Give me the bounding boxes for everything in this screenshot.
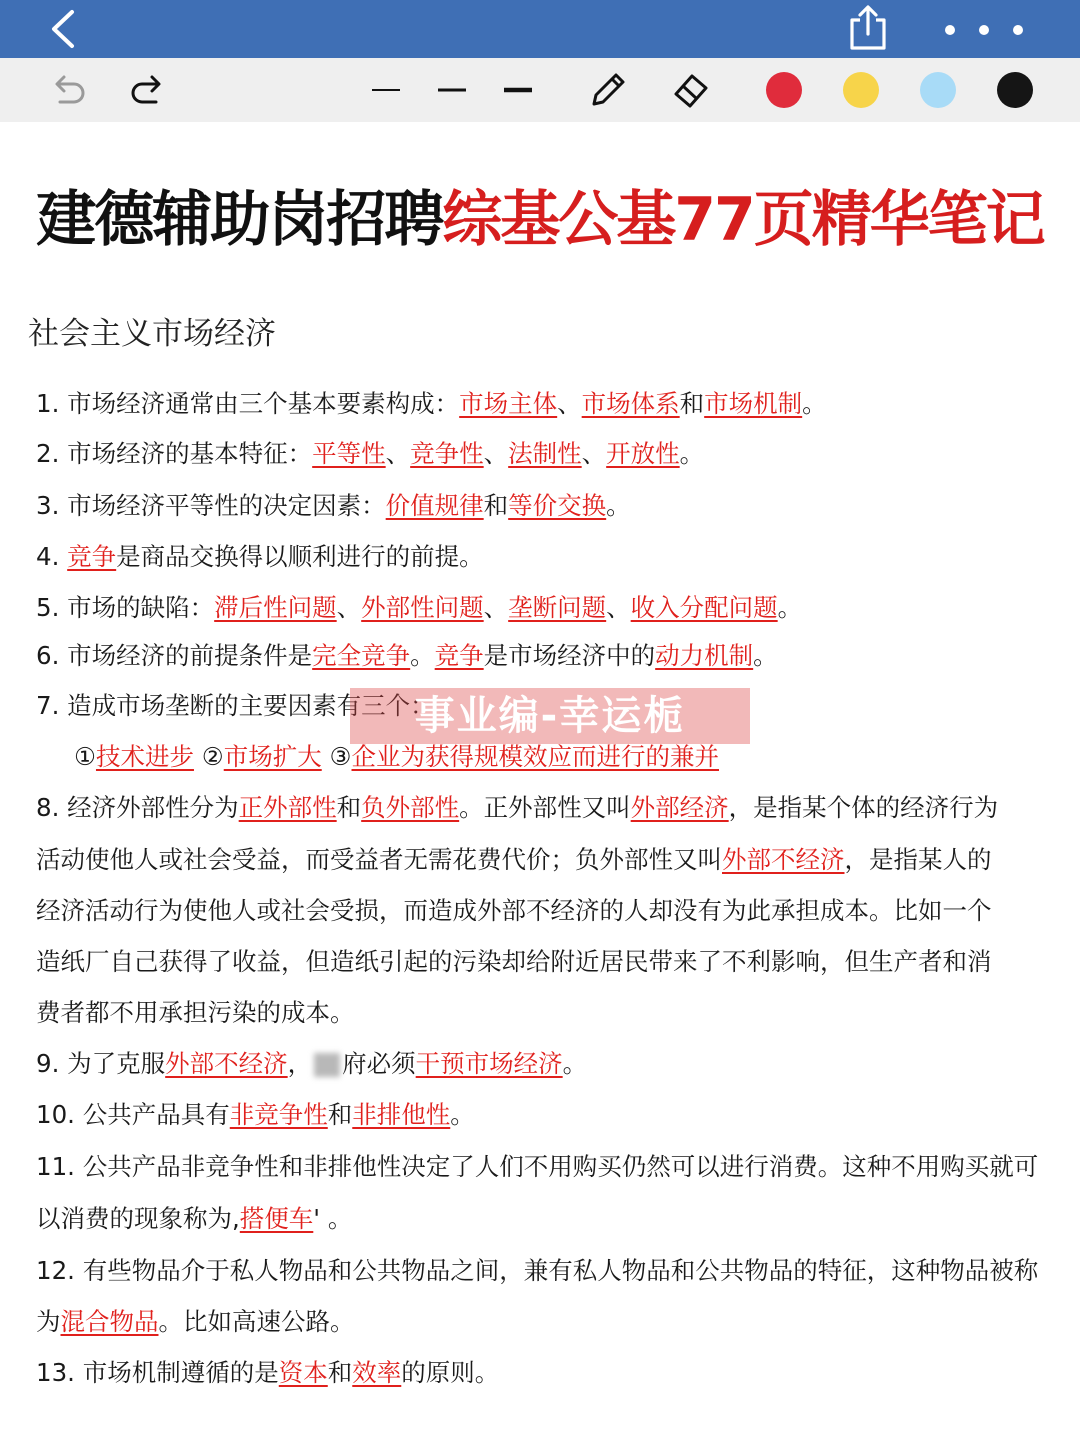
highlighted-term: 搭便车 <box>239 1204 314 1233</box>
document-title <box>0 180 1080 260</box>
note-line <box>36 384 1072 424</box>
note-text: 9. 为了克服 <box>36 1049 166 1078</box>
note-line <box>36 537 1072 577</box>
highlighted-term: 干预市场经济 <box>415 1049 563 1078</box>
title-black-part: 建德辅助岗招聘 <box>36 185 443 255</box>
note-text: 、 <box>336 593 362 622</box>
note-text: 。 <box>450 1100 475 1129</box>
eraser-icon <box>670 68 714 112</box>
highlighted-term: 价值规律 <box>385 491 484 520</box>
note-line <box>36 1147 1072 1187</box>
note-text: 12. 有些物品介于私人物品和公共物品之间，兼有私人物品和公共物品的特征，这种物品被称 <box>36 1256 1039 1285</box>
note-text: 。 <box>410 641 435 670</box>
note-text: 和 <box>327 1358 353 1387</box>
note-text: 。 <box>562 1049 588 1078</box>
color-red-dot <box>766 72 802 108</box>
color-light-blue-swatch[interactable] <box>916 58 960 122</box>
watermark: 事业编-幸运栀 <box>350 688 750 744</box>
note-text: ，是指某人的 <box>844 845 992 874</box>
color-red-swatch[interactable] <box>762 58 806 122</box>
medium-stroke-button[interactable] <box>432 58 472 122</box>
highlighted-term: 负外部性 <box>361 793 460 822</box>
highlighted-term: 市场机制 <box>704 389 803 418</box>
note-text: ，是指某个体的经济行为 <box>728 793 999 822</box>
note-text: 。 <box>606 491 631 520</box>
note-text: 、 <box>581 439 607 468</box>
top-nav-bar <box>0 0 1080 58</box>
note-text: 和 <box>483 491 509 520</box>
note-text: 、 <box>483 439 509 468</box>
more-options-icon[interactable] <box>936 16 1032 44</box>
highlighted-term: 外部不经济 <box>165 1049 288 1078</box>
highlighted-term: 动力机制 <box>655 641 754 670</box>
color-yellow-dot <box>843 72 879 108</box>
highlighted-term: 正外部性 <box>238 793 337 822</box>
highlighted-term: 市场主体 <box>459 389 558 418</box>
note-text: 。 <box>802 389 827 418</box>
note-text: 11. 公共产品非竞争性和非排他性决定了人们不用购买仍然可以进行消费。这种不用购买就可 <box>36 1152 1039 1181</box>
pencil-icon <box>586 68 630 112</box>
note-text: 、 <box>483 593 509 622</box>
highlighted-term: 技术进步 <box>95 742 194 771</box>
note-text: 是市场经济中的 <box>483 641 656 670</box>
note-text: ① <box>74 742 96 771</box>
note-text: ' 。 <box>313 1204 353 1233</box>
note-line <box>36 486 1072 526</box>
highlighted-term: 竞争性 <box>410 439 484 468</box>
color-black-dot <box>997 72 1033 108</box>
annotation-toolbar <box>0 58 1080 122</box>
note-text: 、 <box>385 439 411 468</box>
highlighted-term: 资本 <box>278 1358 328 1387</box>
highlighted-term: 收入分配问题 <box>630 593 778 622</box>
thin-stroke-button[interactable] <box>366 58 406 122</box>
note-text: 以消费的现象称为, <box>36 1204 240 1233</box>
highlighted-term: 垄断问题 <box>508 593 607 622</box>
note-line <box>36 993 1072 1033</box>
highlighted-term: 非竞争性 <box>229 1100 328 1129</box>
note-line <box>36 636 1072 676</box>
note-text: 、 <box>557 389 582 418</box>
note-text: 和 <box>679 389 705 418</box>
note-text: 1. 市场经济通常由三个基本要素构成： <box>36 389 460 418</box>
highlighted-term: 市场体系 <box>581 389 680 418</box>
note-text: 6. 市场经济的前提条件是 <box>36 641 313 670</box>
note-line <box>36 942 1072 982</box>
highlighted-term: 竞争 <box>434 641 484 670</box>
highlighted-term: 外部经济 <box>630 793 729 822</box>
note-text: 。正外部性又叫 <box>459 793 631 822</box>
note-text: 。 <box>679 439 705 468</box>
eraser-button[interactable] <box>668 58 716 122</box>
redo-icon <box>128 70 168 110</box>
highlighted-term: 等价交换 <box>508 491 607 520</box>
note-text: ③ <box>321 742 352 771</box>
section-heading: 社会主义市场经济 <box>28 316 276 352</box>
color-black-swatch[interactable] <box>993 58 1037 122</box>
thin-stroke-icon <box>370 85 402 95</box>
pencil-button[interactable] <box>584 58 632 122</box>
highlighted-term: 平等性 <box>312 439 386 468</box>
highlighted-term: 非排他性 <box>352 1100 451 1129</box>
note-line <box>36 840 1072 880</box>
note-text: 府必须 <box>342 1049 416 1078</box>
note-text: 为 <box>36 1307 61 1336</box>
back-arrow-icon[interactable] <box>44 8 84 50</box>
note-line <box>36 1199 1072 1239</box>
blurred-character <box>314 1053 340 1077</box>
note-line <box>36 788 1072 828</box>
color-yellow-swatch[interactable] <box>839 58 883 122</box>
note-text: 8. 经济外部性分为 <box>36 793 239 822</box>
redo-button[interactable] <box>124 58 172 122</box>
note-text: 7. 造成市场垄断的主要因素有三个： <box>36 691 435 720</box>
note-text: 的原则。 <box>401 1358 500 1387</box>
highlighted-term: 外部性问题 <box>361 593 484 622</box>
highlighted-term: 滞后性问题 <box>214 593 337 622</box>
note-text: 是商品交换得以顺利进行的前提。 <box>116 542 484 571</box>
note-text: 10. 公共产品具有 <box>36 1100 230 1129</box>
note-text: 。 <box>753 641 778 670</box>
note-text: 和 <box>327 1100 353 1129</box>
medium-stroke-icon <box>436 85 468 95</box>
note-text: ② <box>193 742 224 771</box>
note-text: 5. 市场的缺陷： <box>36 593 215 622</box>
note-line <box>36 434 1072 474</box>
note-text: 经济活动行为使他人或社会受损，而造成外部不经济的人却没有为此承担成本。比如一个 <box>36 896 992 925</box>
highlighted-term: 外部不经济 <box>722 845 845 874</box>
note-text: 造纸厂自己获得了收益，但造纸引起的污染却给附近居民带来了不利影响，但生产者和消 <box>36 947 992 976</box>
note-text: 4. <box>36 542 68 571</box>
highlighted-term: 竞争 <box>67 542 117 571</box>
undo-icon <box>48 70 88 110</box>
thick-stroke-button[interactable] <box>498 58 538 122</box>
note-text: 13. 市场机制遵循的是 <box>36 1358 279 1387</box>
thick-stroke-icon <box>502 85 534 95</box>
undo-button[interactable] <box>44 58 92 122</box>
note-text: 3. 市场经济平等性的决定因素： <box>36 491 386 520</box>
title-red-part: 综基公基77页精华笔记 <box>442 185 1044 255</box>
note-line <box>36 1095 1072 1135</box>
note-line <box>36 1251 1072 1291</box>
highlighted-term: 企业为获得规模效应而进行的兼并 <box>351 742 719 771</box>
note-text: 2. 市场经济的基本特征： <box>36 439 313 468</box>
note-line <box>36 588 1072 628</box>
note-text: 。比如高速公路。 <box>158 1307 355 1336</box>
note-line <box>36 1353 1072 1393</box>
note-text: 和 <box>336 793 362 822</box>
note-text: 、 <box>606 593 631 622</box>
note-text: 活动使他人或社会受益，而受益者无需花费代价；负外部性又叫 <box>36 845 722 874</box>
highlighted-term: 市场扩大 <box>223 742 322 771</box>
share-icon[interactable] <box>846 4 890 52</box>
note-line <box>36 891 1072 931</box>
note-line <box>36 1044 1072 1084</box>
highlighted-term: 完全竞争 <box>312 641 411 670</box>
note-text: ， <box>287 1049 313 1078</box>
highlighted-term: 混合物品 <box>60 1307 159 1336</box>
highlighted-term: 开放性 <box>606 439 680 468</box>
color-light-blue-dot <box>920 72 956 108</box>
highlighted-term: 效率 <box>352 1358 402 1387</box>
note-text: 。 <box>777 593 803 622</box>
note-text: 费者都不用承担污染的成本。 <box>36 998 355 1027</box>
note-line <box>36 1302 1072 1342</box>
highlighted-term: 法制性 <box>508 439 582 468</box>
